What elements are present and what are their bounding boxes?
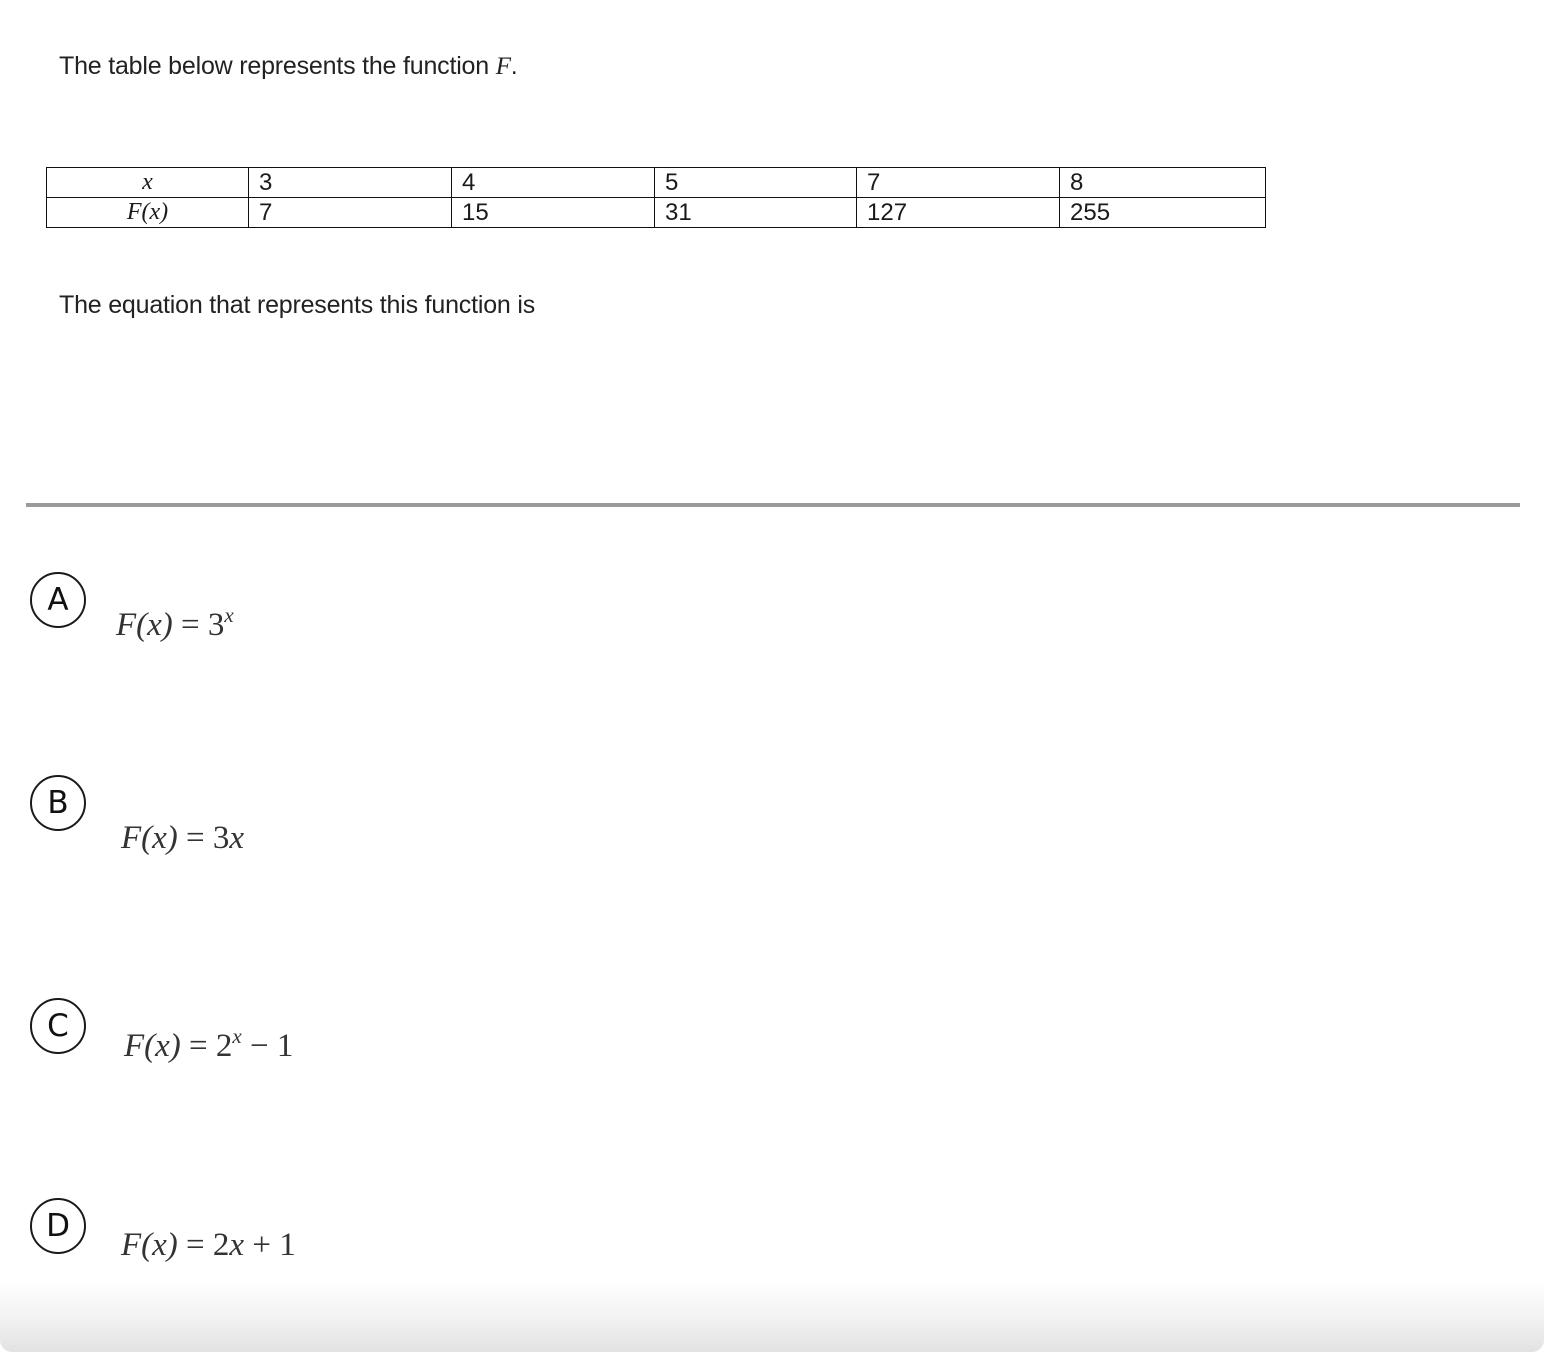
row-label-fx: F(x) <box>47 198 249 228</box>
option-letter-circle[interactable]: B <box>30 775 86 831</box>
table-cell: 7 <box>249 198 452 228</box>
option-equation <box>116 603 234 644</box>
equation-base: 3 <box>207 607 225 643</box>
equation-coefficient: 2 <box>212 1227 230 1263</box>
equation-tail: − 1 <box>241 1028 294 1064</box>
table-row-x <box>47 168 1266 198</box>
row-label-x: x <box>47 168 249 198</box>
equals-sign: = <box>172 607 208 643</box>
option-equation <box>124 1024 294 1065</box>
table-cell: 7 <box>857 168 1060 198</box>
equals-sign: = <box>177 1227 213 1263</box>
question-intro-text: The table below represents the function <box>59 52 496 80</box>
equation-lhs: F(x) <box>121 1227 178 1263</box>
equation-lhs: F(x) <box>116 607 173 643</box>
option-letter-circle[interactable]: A <box>30 572 86 628</box>
table-cell: 8 <box>1060 168 1266 198</box>
table-cell: 3 <box>249 168 452 198</box>
question-intro-period: . <box>510 52 518 80</box>
equation-variable: x <box>229 1227 245 1263</box>
window-bottom-edge <box>0 1282 1544 1352</box>
table-cell: 127 <box>857 198 1060 228</box>
equation-variable: x <box>229 820 245 856</box>
function-table <box>46 167 1266 228</box>
answer-option-a[interactable] <box>0 565 1544 645</box>
option-letter-circle[interactable]: C <box>30 998 86 1054</box>
equals-sign: = <box>180 1028 216 1064</box>
divider <box>26 503 1520 507</box>
equation-coefficient: 3 <box>212 820 230 856</box>
question-intro <box>59 52 518 81</box>
equation-tail: + 1 <box>244 1227 296 1263</box>
table-cell: 5 <box>655 168 857 198</box>
option-equation <box>121 1227 296 1264</box>
equals-sign: = <box>177 820 213 856</box>
equation-base: 2 <box>215 1028 233 1064</box>
option-letter-circle[interactable]: D <box>30 1198 86 1254</box>
answer-option-d[interactable] <box>0 1191 1544 1271</box>
function-name: F <box>495 53 511 80</box>
answer-option-c[interactable] <box>0 991 1544 1071</box>
question-prompt: The equation that represents this function is <box>59 291 536 319</box>
table-cell: 15 <box>452 198 655 228</box>
equation-exponent: x <box>232 1024 242 1048</box>
equation-lhs: F(x) <box>121 820 178 856</box>
table-row-fx <box>47 198 1266 228</box>
option-equation <box>121 820 244 857</box>
equation-exponent: x <box>224 603 234 627</box>
table-cell: 4 <box>452 168 655 198</box>
table-cell: 255 <box>1060 198 1266 228</box>
equation-lhs: F(x) <box>124 1028 181 1064</box>
table-cell: 31 <box>655 198 857 228</box>
answer-option-b[interactable] <box>0 768 1544 856</box>
